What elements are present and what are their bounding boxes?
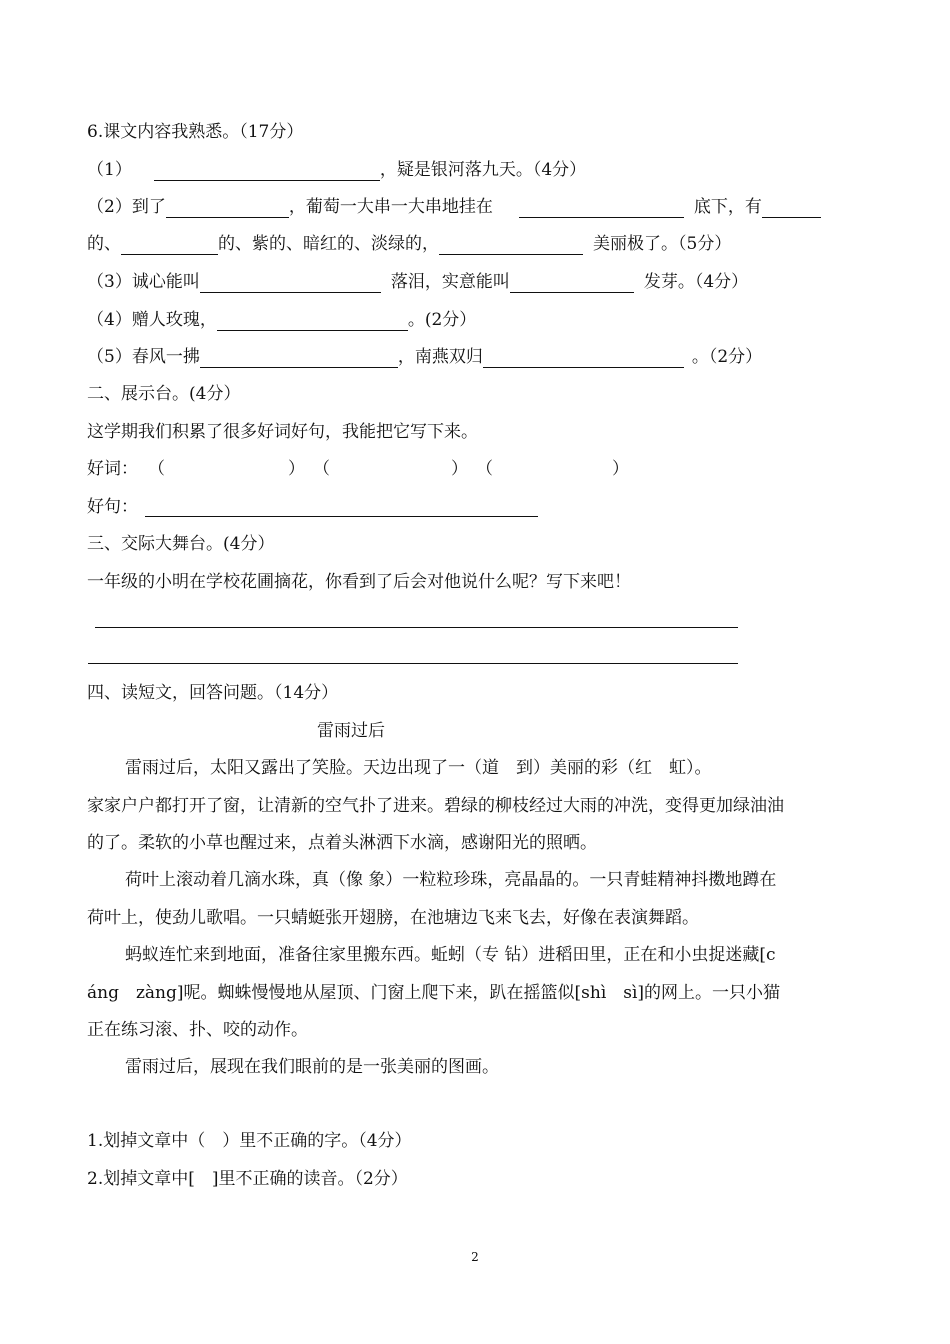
q6-2-text-b: ，葡萄一大串一大串地挂在 xyxy=(288,197,493,217)
q6-line-6 xyxy=(87,346,762,368)
q6-line-1 xyxy=(87,159,586,181)
q6-5-text-a: （4）赠人玫瑰， xyxy=(87,310,217,330)
answer-line-1[interactable] xyxy=(95,627,738,628)
q6-6-text-a: （5）春风一拂 xyxy=(87,347,200,367)
q6-4-text-b: 落泪，实意能叫 xyxy=(390,272,510,292)
answer-line-2[interactable] xyxy=(88,663,738,664)
q6-2-text-a: （2）到了 xyxy=(87,197,166,217)
q6-2-blank-1[interactable] xyxy=(166,199,289,218)
story-p1-line-3: 的了。柔软的小草也醒过来，点着头淋洒下水滴，感谢阳光的照晒。 xyxy=(87,833,597,853)
story-p2-line-2: 荷叶上，使劲儿歌唱。一只蜻蜓张开翅膀，在池塘边飞来飞去，好像在表演舞蹈。 xyxy=(87,908,699,928)
paren-close-2: ） xyxy=(451,459,468,479)
q6-1-blank[interactable] xyxy=(154,162,380,181)
q6-4-blank-2[interactable] xyxy=(510,274,634,293)
s4-question-1: 1.划掉文章中（ ）里不正确的字。（4分） xyxy=(87,1131,412,1151)
q6-2-blank-2[interactable] xyxy=(519,199,684,218)
story-p4: 雷雨过后，展现在我们眼前的是一张美丽的图画。 xyxy=(125,1057,499,1077)
story-p3-line-2: áng zàng]呢。蜘蛛慢慢地从屋顶、门窗上爬下来，趴在摇篮似[shì sì]的网上。一只小猫 xyxy=(87,983,781,1003)
q6-5-text-b: 。(2分） xyxy=(407,310,477,330)
good-sentence-line[interactable] xyxy=(145,516,538,517)
story-p3-line-1: 蚂蚁连忙来到地面，准备往家里搬东西。蚯蚓（专 钻）进稻田里，正在和小虫捉迷藏[c xyxy=(125,945,776,965)
q6-6-blank-2[interactable] xyxy=(483,349,684,368)
page-number: 2 xyxy=(471,1250,479,1264)
story-p2-line-1: 荷叶上滚动着几滴水珠，真（像 象）一粒粒珍珠，亮晶晶的。一只青蛙精神抖擞地蹲在 xyxy=(125,870,777,890)
q6-3-blank-1[interactable] xyxy=(121,236,218,255)
q6-2-text-c: 底下，有 xyxy=(693,197,762,217)
q6-3-text-b: 的、紫的、暗红的、淡绿的， xyxy=(218,234,439,254)
good-words-row xyxy=(87,458,138,480)
s2-title: 二、展示台。(4分） xyxy=(87,384,241,404)
q6-6-blank-1[interactable] xyxy=(200,349,398,368)
q6-3-blank-2[interactable] xyxy=(439,236,583,255)
story-p3-line-3: 正在练习滚、扑、咬的动作。 xyxy=(87,1020,308,1040)
q6-3-text-c: 美丽极了。（5分） xyxy=(593,234,732,254)
paren-open-1: （ xyxy=(148,459,165,479)
q6-4-text-c: 发芽。（4分） xyxy=(643,272,749,292)
story-title: 雷雨过后 xyxy=(317,721,385,741)
paren-open-2: （ xyxy=(313,459,330,479)
good-words-label: 好词： xyxy=(87,459,138,479)
q6-4-text-a: （3）诚心能叫 xyxy=(87,272,200,292)
q6-line-5 xyxy=(87,309,476,331)
q6-1-text: ，疑是银河落九天。（4分） xyxy=(379,160,587,180)
s3-prompt: 一年级的小明在学校花圃摘花，你看到了后会对他说什么呢？写下来吧！ xyxy=(87,572,631,592)
q6-6-text-b: ，南燕双归 xyxy=(397,347,483,367)
q6-5-blank[interactable] xyxy=(217,312,408,331)
story-p1-line-1: 雷雨过后，太阳又露出了笑脸。天边出现了一（道 到）美丽的彩（红 虹）。 xyxy=(125,758,712,778)
s4-title: 四、读短文，回答问题。（14分） xyxy=(87,683,339,703)
paren-close-1: ） xyxy=(288,459,305,479)
q6-1-num: （1） xyxy=(87,160,132,180)
s4-question-2: 2.划掉文章中[ ]里不正确的读音。（2分） xyxy=(87,1169,408,1189)
q6-line-3 xyxy=(87,233,731,255)
q6-4-blank-1[interactable] xyxy=(200,274,381,293)
q6-line-2 xyxy=(87,196,821,218)
s2-intro: 这学期我们积累了很多好词好句，我能把它写下来。 xyxy=(87,422,478,442)
q6-6-text-c: 。（2分） xyxy=(691,347,763,367)
good-sentence-label: 好句： xyxy=(87,497,138,517)
q6-2-blank-3[interactable] xyxy=(762,199,821,218)
paren-open-3: （ xyxy=(476,459,493,479)
q6-line-4 xyxy=(87,271,748,293)
paren-close-3: ） xyxy=(612,459,629,479)
story-p1-line-2: 家家户户都打开了窗，让清新的空气扑了进来。碧绿的柳枝经过大雨的冲洗，变得更加绿油油 xyxy=(87,796,784,816)
s3-title: 三、交际大舞台。(4分） xyxy=(87,534,275,554)
q6-title: 6.课文内容我熟悉。（17分） xyxy=(87,122,304,142)
q6-3-text-a: 的、 xyxy=(87,234,121,254)
